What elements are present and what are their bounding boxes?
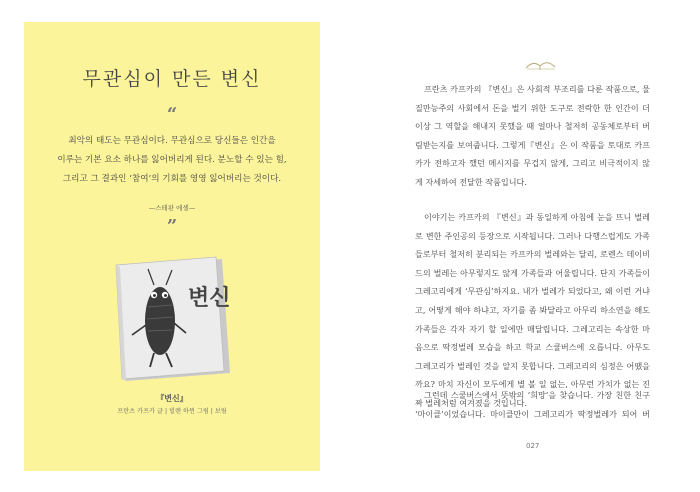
- book-cover-illustration: [110, 255, 235, 385]
- page-number: 027: [526, 442, 540, 450]
- paragraph-1: [415, 80, 650, 192]
- book-caption-title: 『변신』: [156, 393, 188, 403]
- text-line: 림받는지를 보여줍니다. 그렇게『변신』은 이 작품을 토대로 카프: [415, 139, 650, 150]
- svg-text:변신: 변신: [188, 286, 231, 311]
- book-doodle-icon: [524, 56, 558, 72]
- quote-open-mark: “: [166, 104, 178, 125]
- paragraph-2: [415, 208, 650, 413]
- quote-source: —스테판 에셀—: [148, 204, 196, 212]
- left-page: [24, 22, 320, 471]
- text-line: 이상 그 역할을 해내지 못했을 때 얼마나 철저히 공동체로부터 버: [415, 121, 650, 132]
- epigraph-quote: [44, 132, 300, 189]
- text-line: 그레고리에게 ‘무관심’하지요. 내가 벌레가 되었다고, 왜 이런 거냐: [415, 286, 650, 297]
- text-line: 그레고리가 벌레인 것을 알지 못합니다. 그레고리의 심정은 어땠을: [415, 360, 650, 371]
- text-line: ‘마이클’이었습니다. 마이클만이 그레고리가 딱정벌레가 되어 버: [415, 408, 650, 419]
- text-line: 로 변한 주인공의 등장으로 시작됩니다. 그러나 다행스럽게도 가족: [415, 230, 650, 241]
- quote-line: 최악의 태도는 무관심이다. 무관심으로 당신들은 인간을: [68, 136, 276, 146]
- book-caption-credit: 프란츠 카프카 글 | 빌렌 하뮌 그림 | 보림: [117, 408, 227, 415]
- quote-close-mark: ”: [166, 216, 178, 237]
- text-line: 이야기는 카프카의 『변신』과 동일하게 아침에 눈을 뜨니 벌레: [424, 212, 650, 222]
- text-line: 프란츠 카프카의 『변신』은 사회적 부조리를 다룬 작품으로, 물: [424, 84, 650, 94]
- text-line: 드의 벌레는 아무렇지도 않게 가족들과 어울립니다. 단지 가족들이: [415, 267, 650, 278]
- text-line: 그런데 스쿨버스에서 뜻밖의 ‘희망’을 찾습니다. 가장 친한 친구: [424, 390, 650, 400]
- quote-line: 그리고 그 결과인 ‘참여’의 기회를 영영 잃어버리는 것이다.: [62, 174, 282, 184]
- beetle-icon: [145, 287, 175, 355]
- text-line: 가족들은 각자 자기 할 일에만 매달립니다. 그레고리는 속상한 마: [415, 323, 650, 334]
- text-line: 들로부터 철저히 분리되는 카프카의 벌레와는 달리, 로렌스 데이비: [415, 249, 650, 260]
- text-line: 음으로 딱정벌레 모습을 하고 학교 스쿨버스에 오릅니다. 아무도: [415, 342, 650, 353]
- text-line: 짜 벌레처럼 여겨졌을 것입니다.: [415, 397, 527, 408]
- text-line: 카가 전하고자 했던 메시지를 무겁지 않게, 그리고 비극적이지 않: [415, 158, 650, 169]
- quote-line: 이루는 기본 요소 하나를 잃어버리게 된다. 분노할 수 있는 힘,: [57, 155, 287, 165]
- paragraph-3: [415, 386, 650, 423]
- chapter-title: 무관심이 만든 변신: [82, 68, 262, 90]
- text-line: 까요? 마치 자신이 모두에게 별 볼 일 없는, 아무런 가치가 없는 진: [415, 379, 650, 390]
- text-line: 질만능주의 사회에서 돈을 벌기 위한 도구로 전락한 한 인간이 더: [415, 102, 650, 113]
- text-line: 게 자세하여 전달한 작품입니다.: [415, 176, 527, 187]
- text-line: 고, 어떻게 해야 하냐고, 자기를 좀 봐달라고 아무리 하소연을 해도: [415, 304, 650, 315]
